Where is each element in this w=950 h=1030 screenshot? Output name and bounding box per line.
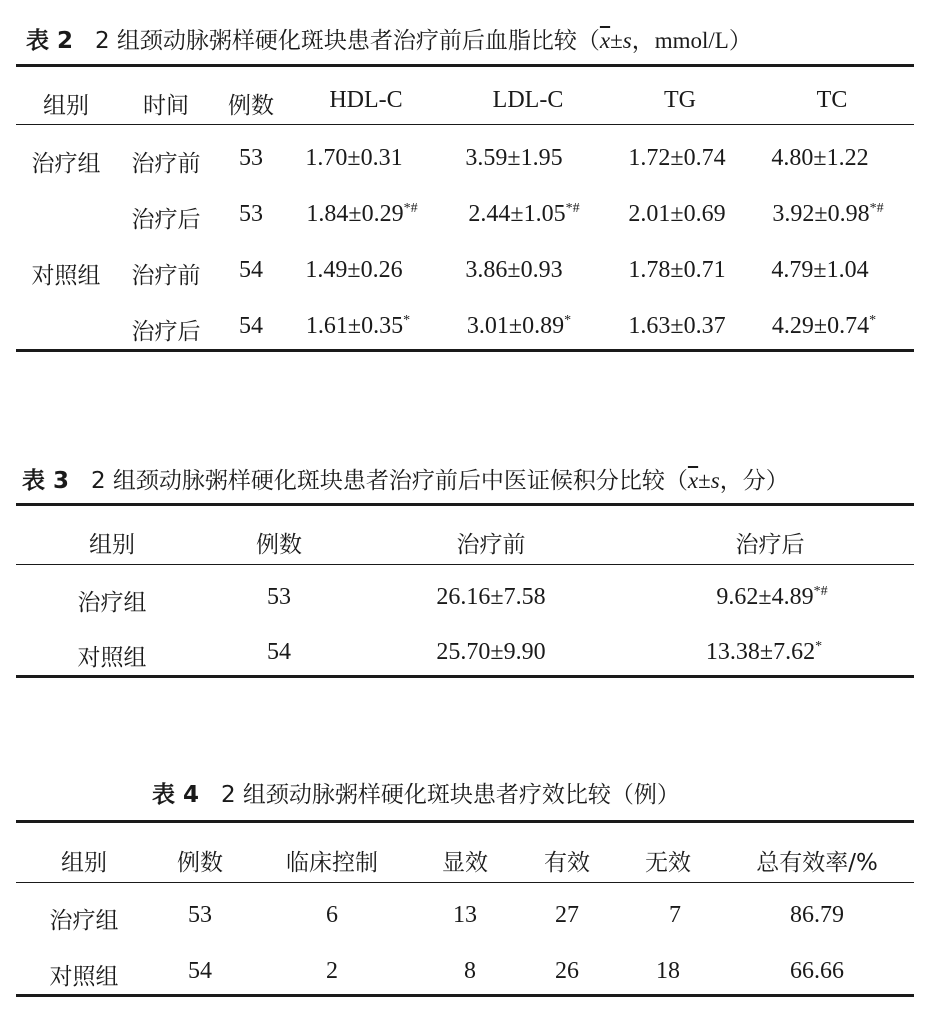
table2-row2-n: 53	[239, 201, 263, 227]
table4-row1-control: 6	[326, 902, 338, 928]
table2-row1-tg	[628, 145, 725, 172]
table2-row4-ldl-value: 3.01±0.89	[466, 313, 565, 339]
table2-row2-ldl	[468, 201, 579, 228]
table4-header-effective: 有效	[544, 850, 590, 876]
table2-unit: ，mmol/L）	[631, 28, 752, 53]
table3-row2-after-sig: *	[815, 639, 823, 654]
table4-row2-group: 对照组	[49, 964, 119, 990]
table2-row1-tc-value: 4.80±1.22	[771, 145, 869, 171]
table4-row1-marked: 13	[453, 902, 477, 928]
table3-s: s	[710, 468, 720, 493]
table2-row3-tg	[628, 257, 725, 284]
table4-header-rate: 总有效率/%	[756, 850, 878, 876]
table2-title: 2 组颈动脉粥样硬化斑块患者治疗前后血脂比较（	[94, 28, 600, 54]
table2-row1-group: 治疗组	[31, 151, 101, 177]
table2-row4-hdl-value: 1.61±0.35	[305, 313, 404, 339]
table2-row3-tc-value: 4.79±1.04	[771, 257, 869, 283]
table2-row2-ldl-sig: *#	[565, 201, 580, 216]
table2-s: s	[622, 28, 632, 53]
table2-caption	[26, 22, 752, 55]
table2-header-rule	[16, 124, 914, 125]
table3-row2-after-value: 13.38±7.62	[705, 639, 816, 665]
table2-row2-hdl	[306, 201, 417, 228]
table4-header-rule	[16, 882, 914, 883]
table2-header-hdl: HDL-C	[329, 87, 403, 113]
table2-row1-time: 治疗前	[131, 151, 201, 177]
table2-header-ldl: LDL-C	[492, 87, 564, 113]
table4-row2-marked: 8	[464, 958, 476, 984]
table3-row2-before: 25.70±9.90	[436, 639, 546, 665]
table4-row1-group: 治疗组	[49, 908, 119, 934]
table3-bottom-rule	[16, 675, 914, 678]
table2-row1-hdl-value: 1.70±0.31	[305, 145, 403, 171]
table4-row2-n: 54	[188, 958, 212, 984]
table2-row4-tg	[628, 313, 725, 340]
table2-row3-hdl-value: 1.49±0.26	[305, 257, 403, 283]
table2-row2-hdl-sig: *#	[403, 201, 418, 216]
table4-row1-effective: 27	[555, 902, 579, 928]
table4-bottom-rule	[16, 994, 914, 997]
table2-row3-time: 治疗前	[131, 263, 201, 289]
table2-row4-hdl	[306, 313, 410, 340]
table4-row2-rate: 66.66	[790, 958, 844, 984]
table2-row4-tc-sig: *	[869, 313, 877, 328]
table3-caption	[22, 462, 789, 495]
table2-row3-ldl-value: 3.86±0.93	[465, 257, 563, 283]
table2-label: 表 2	[26, 28, 74, 54]
table2-top-rule	[16, 64, 914, 67]
table2-row2-tc	[772, 201, 883, 228]
table2-row3-tg-value: 1.78±0.71	[628, 257, 726, 283]
table2-row4-tc-value: 4.29±0.74	[771, 313, 870, 339]
table4-label: 表 4	[152, 782, 200, 808]
table2-row3-ldl	[465, 257, 562, 284]
table3-header-before: 治疗前	[456, 532, 526, 558]
table2-xbar: $\overline{x}$	[599, 28, 611, 53]
table2-header-tg: TG	[664, 87, 696, 113]
table2-row3-tc	[771, 257, 868, 284]
table2-row1-ldl-value: 3.59±1.95	[465, 145, 563, 171]
table3-row2-group: 对照组	[77, 645, 147, 671]
table3-top-rule	[16, 503, 914, 506]
table3-row1-after-value: 9.62±4.89	[716, 584, 814, 610]
table3-header-n: 例数	[256, 532, 302, 558]
table2-row4-ldl	[467, 313, 571, 340]
table4-row1-n: 53	[188, 902, 212, 928]
table3-unit: ，分）	[719, 468, 789, 494]
table2-row1-tc	[771, 145, 868, 172]
table4-header-marked: 显效	[442, 850, 488, 876]
table3-row2-n: 54	[267, 639, 291, 665]
table2-row1-tg-value: 1.72±0.74	[628, 145, 726, 171]
table2-row2-hdl-value: 1.84±0.29	[306, 201, 404, 227]
table2-row4-tg-value: 1.63±0.37	[628, 313, 726, 339]
table4-row2-effective: 26	[555, 958, 579, 984]
table4-row2-control: 2	[326, 958, 338, 984]
table3-row1-after-sig: *#	[813, 584, 828, 599]
table2-bottom-rule	[16, 349, 914, 352]
table2-row4-tc	[772, 313, 876, 340]
table3-title: 2 组颈动脉粥样硬化斑块患者治疗前后中医证候积分比较（	[90, 468, 688, 494]
table2-row4-hdl-sig: *	[403, 313, 411, 328]
table2-pm: ±	[610, 28, 623, 53]
table4-header-n: 例数	[177, 850, 223, 876]
table4-row1-rate: 86.79	[790, 902, 844, 928]
table3-row1-after	[716, 584, 827, 611]
table2-row2-tc-value: 3.92±0.98	[772, 201, 870, 227]
table2-row2-tg-value: 2.01±0.69	[628, 201, 726, 227]
table2-row2-tg	[628, 201, 725, 228]
table3-header-group: 组别	[89, 532, 135, 558]
table3-header-rule	[16, 564, 914, 565]
table2-row1-hdl	[305, 145, 402, 172]
table4-caption	[152, 776, 680, 809]
table4-title: 2 组颈动脉粥样硬化斑块患者疗效比较（例）	[220, 782, 680, 808]
table4-header-invalid: 无效	[645, 850, 691, 876]
table2-row4-time: 治疗后	[131, 319, 201, 345]
table4-row2-invalid: 18	[656, 958, 680, 984]
table4-header-control: 临床控制	[286, 850, 378, 876]
table2-header-time: 时间	[143, 93, 189, 119]
table3-row1-n: 53	[267, 584, 291, 610]
table2-header-tc: TC	[816, 87, 848, 113]
table3-label: 表 3	[22, 468, 70, 494]
table3-row1-before: 26.16±7.58	[436, 584, 546, 610]
table3-pm: ±	[698, 468, 711, 493]
table2-row4-n: 54	[239, 313, 263, 339]
table2-row2-tc-sig: *#	[869, 201, 884, 216]
table2-header-n: 例数	[228, 93, 274, 119]
table2-row3-group: 对照组	[31, 263, 101, 289]
table4-top-rule	[16, 820, 914, 823]
table2-row2-time: 治疗后	[131, 207, 201, 233]
table2-row3-hdl	[305, 257, 402, 284]
table3-row2-after	[706, 639, 822, 666]
table2-row1-ldl	[465, 145, 562, 172]
table2-row1-n: 53	[239, 145, 263, 171]
table4-row1-invalid: 7	[669, 902, 681, 928]
table4-header-group: 组别	[61, 850, 107, 876]
table2-row4-ldl-sig: *	[564, 313, 572, 328]
table2-row3-n: 54	[239, 257, 263, 283]
table3-header-after: 治疗后	[735, 532, 805, 558]
table3-row1-group: 治疗组	[77, 590, 147, 616]
table3-xbar: $\overline{x}$	[687, 468, 699, 493]
table2-row2-ldl-value: 2.44±1.05	[468, 201, 566, 227]
table2-header-group: 组别	[43, 93, 89, 119]
